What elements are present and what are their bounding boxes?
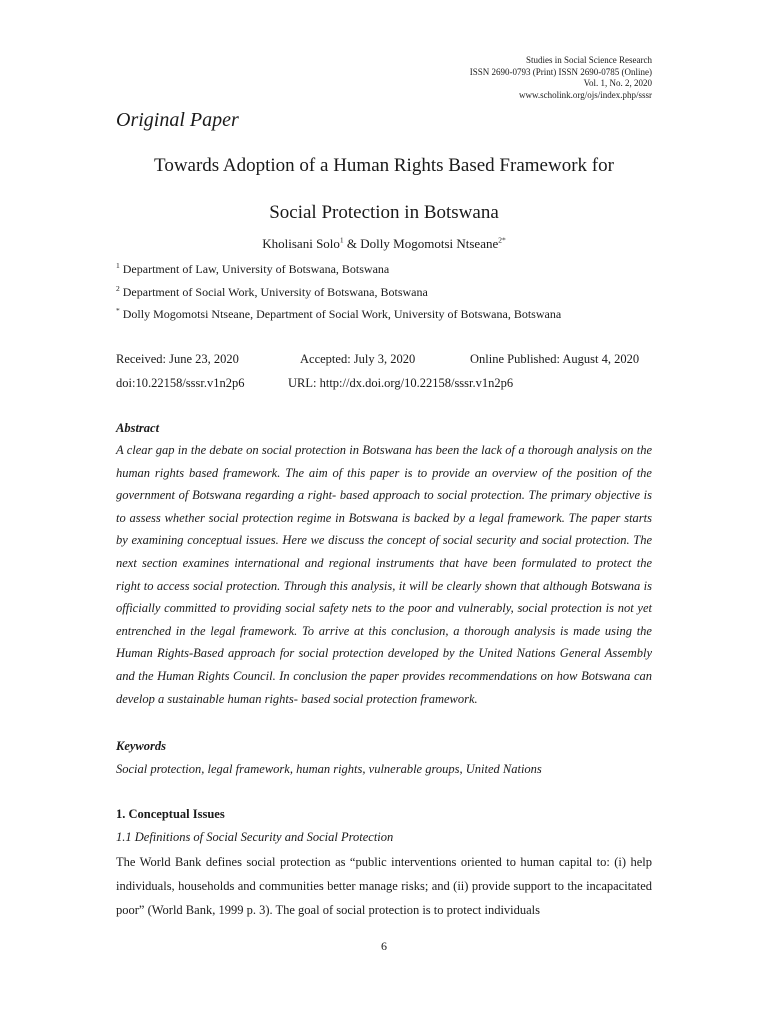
abstract-heading: Abstract — [116, 421, 160, 435]
paper-title-line1: Towards Adoption of a Human Rights Based Framework for — [154, 155, 614, 176]
author-line — [0, 236, 768, 252]
published-date: Online Published: August 4, 2020 — [470, 352, 640, 366]
affiliation-3-mark: * — [116, 306, 120, 315]
doi: doi:10.22158/sssr.v1n2p6 — [116, 376, 245, 390]
abstract-text: A clear gap in the debate on social protection in Botswana has been the lack of a thorough analysis on the human rights based framework. The aim of this paper is to provide an overview of the position of the government of Botswana regarding a right- based approach to social protection. The primary objective is to assess whether social protection regime in Botswana is backed by a legal framework. The paper starts by examining conceptual issues. Here we discuss the concept of social security and social protection. The next section examines international and regional instruments that have been formulated to protect the right to access social protection. Through this analysis, it will be clearly shown that although Botswana is officially committed to providing social safety nets to the poor and vulnerably, social protection is not yet entrenched in the legal framework. To arrive at this conclusion, a thorough analysis is made using the Human Rights-Based approach for social protection developed by the United Nations General Assembly and the Human Rights Council. In conclusion the paper provides recommendations on how Botswana can develop a sustainable human rights- based social protection framework. — [116, 443, 652, 706]
keywords-heading: Keywords — [116, 739, 166, 753]
affiliation-3-text: Dolly Mogomotsi Ntseane, Department of Social Work, University of Botswana, Botswana — [119, 307, 562, 321]
affiliation-2 — [116, 285, 428, 300]
affiliation-1 — [116, 262, 389, 277]
keywords-text: Social protection, legal framework, human rights, vulnerable groups, United Nations — [116, 762, 542, 776]
section-heading: 1. Conceptual Issues — [116, 807, 225, 821]
affiliation-1-text: Department of Law, University of Botswana, Botswana — [119, 262, 390, 276]
paper-title-line2: Social Protection in Botswana — [269, 202, 499, 223]
author-1: Kholisani Solo — [262, 236, 340, 251]
subsection-heading: 1.1 Definitions of Social Security and Social Protection — [116, 830, 394, 844]
author-separator: & — [343, 236, 361, 251]
affiliation-corresponding — [116, 307, 561, 322]
author-1-superscript: 1 — [339, 235, 344, 245]
affiliation-2-text: Department of Social Work, University of Botswana, Botswana — [119, 285, 428, 299]
affiliation-2-mark: 2 — [116, 284, 120, 293]
received-date: Received: June 23, 2020 — [116, 352, 239, 366]
page-number: 6 — [381, 939, 387, 953]
journal-url: www.scholink.org/ojs/index.php/sssr — [518, 89, 652, 100]
author-2: Dolly Mogomotsi Ntseane — [360, 236, 499, 251]
section-label: Original Paper — [116, 109, 239, 131]
journal-header — [352, 55, 652, 101]
doi-url: URL: http://dx.doi.org/10.22158/sssr.v1n2p6 — [288, 376, 514, 390]
accepted-date: Accepted: July 3, 2020 — [300, 352, 416, 366]
journal-name: Studies in Social Science Research — [526, 55, 652, 65]
journal-issn: ISSN 2690-0793 (Print) ISSN 2690-0785 (Online) — [469, 66, 652, 77]
body-paragraph: The World Bank defines social protection as “public interventions oriented to human capital to: (i) help individuals, households and communities better manage risks; and (ii) provide support to the incapacitated poor” (World Bank, 1999 p. 3). The goal of social protection is to protect individuals — [116, 855, 652, 917]
journal-volume: Vol. 1, No. 2, 2020 — [583, 78, 652, 88]
affiliation-1-mark: 1 — [116, 261, 120, 270]
author-2-superscript: 2* — [498, 235, 506, 245]
